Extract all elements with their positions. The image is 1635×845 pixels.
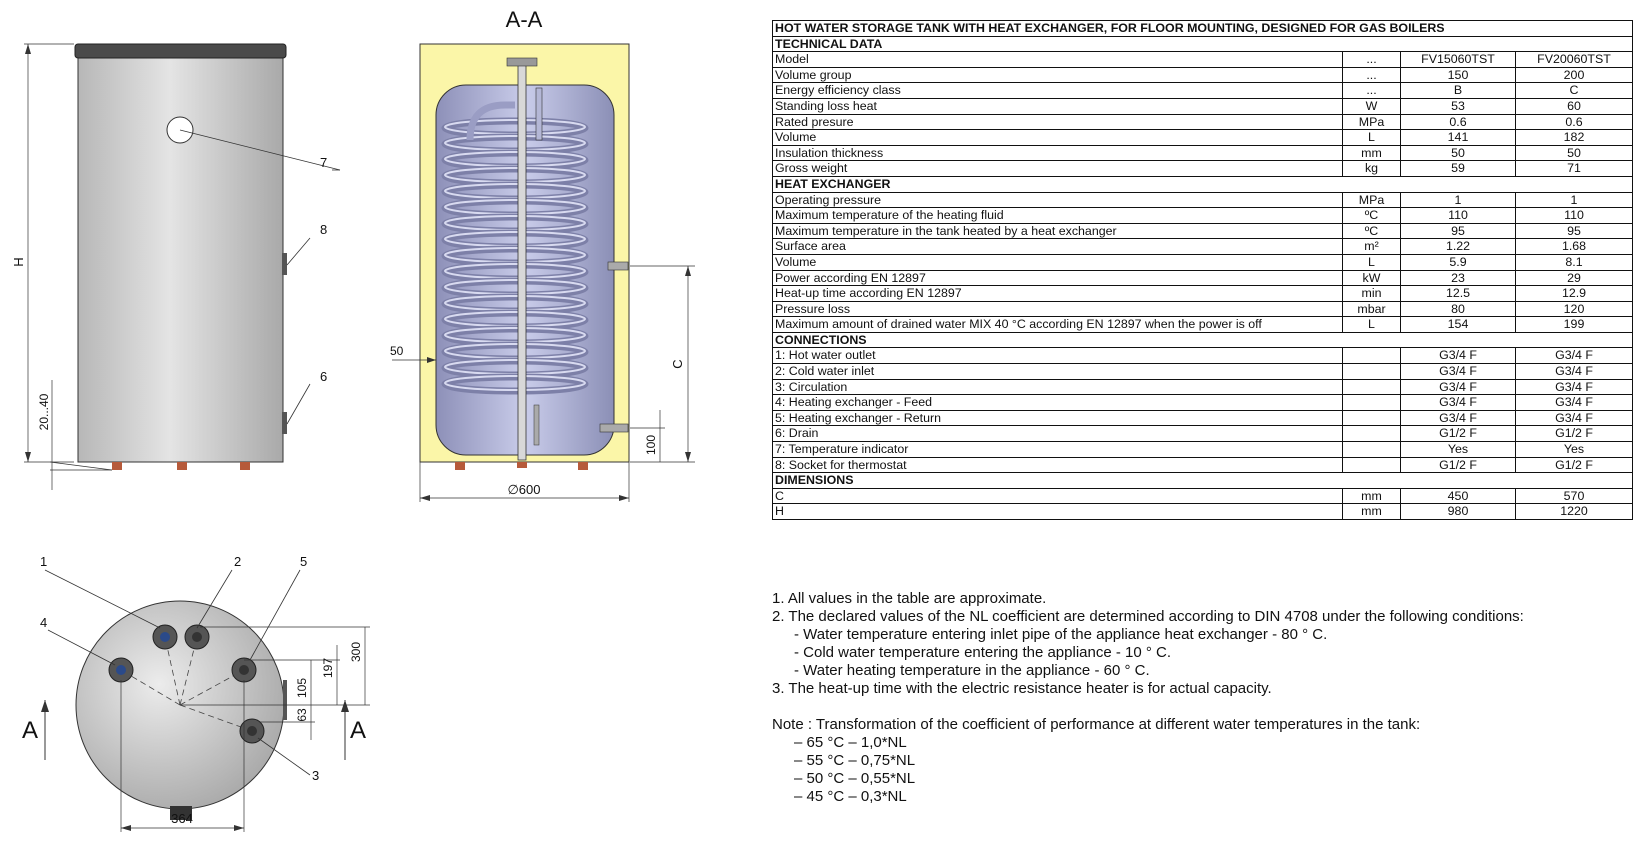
value-fv20060tst: 60 xyxy=(1516,98,1633,114)
section-marker-right: A xyxy=(350,717,367,744)
row-unit: L xyxy=(1343,130,1401,146)
coefficient-line: – 55 °C – 0,75*NL xyxy=(794,752,916,769)
row-unit: mbar xyxy=(1343,301,1401,317)
row-unit: m² xyxy=(1343,239,1401,255)
value-fv20060tst: Yes xyxy=(1516,442,1633,458)
row-unit xyxy=(1343,395,1401,411)
table-row xyxy=(773,161,1633,177)
value-fv15060tst: B xyxy=(1401,83,1516,99)
table-row xyxy=(773,301,1633,317)
value-fv20060tst: FV20060TST xyxy=(1516,52,1633,68)
row-unit: L xyxy=(1343,254,1401,270)
value-fv15060tst: Yes xyxy=(1401,442,1516,458)
row-unit xyxy=(1343,379,1401,395)
front-view xyxy=(11,44,340,490)
table-row xyxy=(773,192,1633,208)
note-line: 1. All values in the table are approximate. xyxy=(772,590,1047,607)
callout-3: 3 xyxy=(312,768,320,783)
foot xyxy=(240,462,250,470)
value-fv15060tst: 5.9 xyxy=(1401,254,1516,270)
table-row xyxy=(773,52,1633,68)
row-label: Model xyxy=(773,52,1343,68)
dimension-63: 63 xyxy=(295,708,309,722)
callout-7: 7 xyxy=(320,155,328,170)
row-label: 1: Hot water outlet xyxy=(773,348,1343,364)
row-label: Energy efficiency class xyxy=(773,83,1343,99)
section-heading: TECHNICAL DATA xyxy=(773,36,1633,52)
row-label: Maximum temperature of the heating fluid xyxy=(773,208,1343,224)
value-fv15060tst: 154 xyxy=(1401,317,1516,333)
technical-drawing xyxy=(0,0,770,845)
row-label: 4: Heating exchanger - Feed xyxy=(773,395,1343,411)
callout-6: 6 xyxy=(320,369,328,384)
dimension-20-40: 20...40 xyxy=(37,393,51,431)
value-fv20060tst: 182 xyxy=(1516,130,1633,146)
value-fv20060tst: G3/4 F xyxy=(1516,395,1633,411)
row-unit: L xyxy=(1343,317,1401,333)
section-heading: HEAT EXCHANGER xyxy=(773,176,1633,192)
table-row xyxy=(773,98,1633,114)
value-fv15060tst: 59 xyxy=(1401,161,1516,177)
value-fv15060tst: G1/2 F xyxy=(1401,457,1516,473)
table-row xyxy=(773,286,1633,302)
row-label: Volume xyxy=(773,130,1343,146)
value-fv15060tst: 95 xyxy=(1401,223,1516,239)
coefficient-line: – 45 °C – 0,3*NL xyxy=(794,788,907,805)
table-row xyxy=(773,239,1633,255)
row-unit: MPa xyxy=(1343,114,1401,130)
row-unit: min xyxy=(1343,286,1401,302)
note-line: 3. The heat-up time with the electric resistance heater is for actual capacity. xyxy=(772,680,1272,697)
row-unit: kg xyxy=(1343,161,1401,177)
value-fv20060tst: 110 xyxy=(1516,208,1633,224)
section-marker-left: A xyxy=(22,717,39,744)
row-label: Volume xyxy=(773,254,1343,270)
row-unit xyxy=(1343,364,1401,380)
value-fv20060tst: 200 xyxy=(1516,67,1633,83)
row-unit: ... xyxy=(1343,83,1401,99)
value-fv15060tst: 1 xyxy=(1401,192,1516,208)
value-fv15060tst: 150 xyxy=(1401,67,1516,83)
row-unit xyxy=(1343,426,1401,442)
dimension-197: 197 xyxy=(321,657,335,679)
value-fv15060tst: G3/4 F xyxy=(1401,364,1516,380)
row-label: Standing loss heat xyxy=(773,98,1343,114)
value-fv15060tst: 450 xyxy=(1401,488,1516,504)
value-fv15060tst: G3/4 F xyxy=(1401,395,1516,411)
drain-socket xyxy=(282,412,287,434)
value-fv15060tst: G3/4 F xyxy=(1401,348,1516,364)
value-fv20060tst: 95 xyxy=(1516,223,1633,239)
notes-section xyxy=(772,590,1622,806)
row-label: Heat-up time according EN 12897 xyxy=(773,286,1343,302)
row-unit xyxy=(1343,457,1401,473)
value-fv20060tst: G1/2 F xyxy=(1516,426,1633,442)
value-fv15060tst: G1/2 F xyxy=(1401,426,1516,442)
value-fv15060tst: 80 xyxy=(1401,301,1516,317)
note-line: - Water heating temperature in the appliance - 60 ° C. xyxy=(794,662,1150,679)
value-fv15060tst: 53 xyxy=(1401,98,1516,114)
row-label: 5: Heating exchanger - Return xyxy=(773,410,1343,426)
row-label: 8: Socket for thermostat xyxy=(773,457,1343,473)
value-fv20060tst: 120 xyxy=(1516,301,1633,317)
technical-data-table xyxy=(772,20,1633,520)
row-label: 3: Circulation xyxy=(773,379,1343,395)
table-row xyxy=(773,395,1633,411)
value-fv20060tst: G3/4 F xyxy=(1516,379,1633,395)
section-heading: DIMENSIONS xyxy=(773,473,1633,489)
value-fv20060tst: G3/4 F xyxy=(1516,410,1633,426)
table-row xyxy=(773,317,1633,333)
row-unit: ... xyxy=(1343,67,1401,83)
value-fv20060tst: 570 xyxy=(1516,488,1633,504)
table-row xyxy=(773,254,1633,270)
row-label: Pressure loss xyxy=(773,301,1343,317)
row-label: Rated presure xyxy=(773,114,1343,130)
row-label: Maximum temperature in the tank heated by a heat exchanger xyxy=(773,223,1343,239)
value-fv20060tst: G1/2 F xyxy=(1516,457,1633,473)
section-view xyxy=(390,7,695,502)
value-fv15060tst: FV15060TST xyxy=(1401,52,1516,68)
table-row xyxy=(773,114,1633,130)
foot xyxy=(112,462,122,470)
row-unit: MPa xyxy=(1343,192,1401,208)
row-unit: W xyxy=(1343,98,1401,114)
value-fv20060tst: 1 xyxy=(1516,192,1633,208)
table-row xyxy=(773,442,1633,458)
section-title: A-A xyxy=(505,7,543,32)
row-unit xyxy=(1343,442,1401,458)
value-fv20060tst: 8.1 xyxy=(1516,254,1633,270)
dimension-364: 364 xyxy=(171,811,193,826)
row-unit xyxy=(1343,410,1401,426)
callout-5: 5 xyxy=(300,554,308,569)
value-fv20060tst: 1220 xyxy=(1516,504,1633,520)
value-fv15060tst: 110 xyxy=(1401,208,1516,224)
row-label: Insulation thickness xyxy=(773,145,1343,161)
note-line: - Water temperature entering inlet pipe of the appliance heat exchanger - 80 ° C. xyxy=(794,626,1328,643)
table-row xyxy=(773,145,1633,161)
row-label: C xyxy=(773,488,1343,504)
row-unit: ºC xyxy=(1343,208,1401,224)
row-label: Operating pressure xyxy=(773,192,1343,208)
table-row xyxy=(773,67,1633,83)
note-title: Note : Transformation of the coefficient of performance at different water temperatures in the tank: xyxy=(772,716,1421,733)
dimension-h: H xyxy=(11,257,26,267)
row-unit: ... xyxy=(1343,52,1401,68)
row-label: Gross weight xyxy=(773,161,1343,177)
row-label: Maximum amount of drained water MIX 40 °C according EN 12897 when the power is off xyxy=(773,317,1343,333)
table-row xyxy=(773,488,1633,504)
note-line: 2. The declared values of the NL coefficient are determined according to DIN 4708 under the following conditions: xyxy=(772,608,1524,625)
value-fv20060tst: G3/4 F xyxy=(1516,364,1633,380)
row-label: Volume group xyxy=(773,67,1343,83)
coefficient-line: – 50 °C – 0,55*NL xyxy=(794,770,916,787)
table-row xyxy=(773,379,1633,395)
value-fv15060tst: 141 xyxy=(1401,130,1516,146)
note-line: - Cold water temperature entering the appliance - 10 ° C. xyxy=(794,644,1172,661)
callout-2: 2 xyxy=(234,554,242,569)
value-fv20060tst: 1.68 xyxy=(1516,239,1633,255)
table-row xyxy=(773,410,1633,426)
callout-1: 1 xyxy=(40,554,48,569)
section-heading: CONNECTIONS xyxy=(773,332,1633,348)
row-label: 7: Temperature indicator xyxy=(773,442,1343,458)
value-fv15060tst: 980 xyxy=(1401,504,1516,520)
value-fv20060tst: 50 xyxy=(1516,145,1633,161)
table-row xyxy=(773,130,1633,146)
foot xyxy=(177,462,187,470)
value-fv15060tst: 23 xyxy=(1401,270,1516,286)
value-fv20060tst: 12.9 xyxy=(1516,286,1633,302)
value-fv15060tst: G3/4 F xyxy=(1401,379,1516,395)
value-fv20060tst: 0.6 xyxy=(1516,114,1633,130)
value-fv15060tst: G3/4 F xyxy=(1401,410,1516,426)
side-port-lower xyxy=(600,424,628,432)
tank-top-cover xyxy=(75,44,286,58)
table-row xyxy=(773,83,1633,99)
table-row xyxy=(773,504,1633,520)
table-row xyxy=(773,364,1633,380)
anode-rod xyxy=(518,62,526,460)
thermostat-socket xyxy=(282,253,287,275)
row-label: 6: Drain xyxy=(773,426,1343,442)
row-unit: mm xyxy=(1343,145,1401,161)
value-fv20060tst: C xyxy=(1516,83,1633,99)
row-unit xyxy=(1343,348,1401,364)
dimension-105: 105 xyxy=(295,677,309,699)
table-row xyxy=(773,457,1633,473)
table-title: HOT WATER STORAGE TANK WITH HEAT EXCHANGER, FOR FLOOR MOUNTING, DESIGNED FOR GAS BOILERS xyxy=(773,21,1633,37)
table-row xyxy=(773,270,1633,286)
tank-body xyxy=(78,55,283,462)
table-row xyxy=(773,348,1633,364)
row-label: Power according EN 12897 xyxy=(773,270,1343,286)
row-unit: ºC xyxy=(1343,223,1401,239)
side-port-upper xyxy=(608,262,628,270)
value-fv20060tst: 71 xyxy=(1516,161,1633,177)
value-fv15060tst: 12.5 xyxy=(1401,286,1516,302)
row-label: 2: Cold water inlet xyxy=(773,364,1343,380)
value-fv15060tst: 1.22 xyxy=(1401,239,1516,255)
callout-4: 4 xyxy=(40,615,48,630)
row-unit: kW xyxy=(1343,270,1401,286)
value-fv20060tst: G3/4 F xyxy=(1516,348,1633,364)
coefficient-line: – 65 °C – 1,0*NL xyxy=(794,734,907,751)
table-row xyxy=(773,426,1633,442)
value-fv20060tst: 199 xyxy=(1516,317,1633,333)
value-fv15060tst: 50 xyxy=(1401,145,1516,161)
row-unit: mm xyxy=(1343,504,1401,520)
value-fv15060tst: 0.6 xyxy=(1401,114,1516,130)
value-fv20060tst: 29 xyxy=(1516,270,1633,286)
table-row xyxy=(773,223,1633,239)
top-view xyxy=(22,554,370,832)
table-row xyxy=(773,208,1633,224)
row-unit: mm xyxy=(1343,488,1401,504)
dimension-c: C xyxy=(670,359,685,369)
dimension-300: 300 xyxy=(349,641,363,663)
dimension-600: ∅600 xyxy=(507,482,541,497)
row-label: H xyxy=(773,504,1343,520)
row-label: Surface area xyxy=(773,239,1343,255)
callout-8: 8 xyxy=(320,222,328,237)
dimension-100: 100 xyxy=(644,434,658,456)
dimension-50: 50 xyxy=(390,344,404,358)
